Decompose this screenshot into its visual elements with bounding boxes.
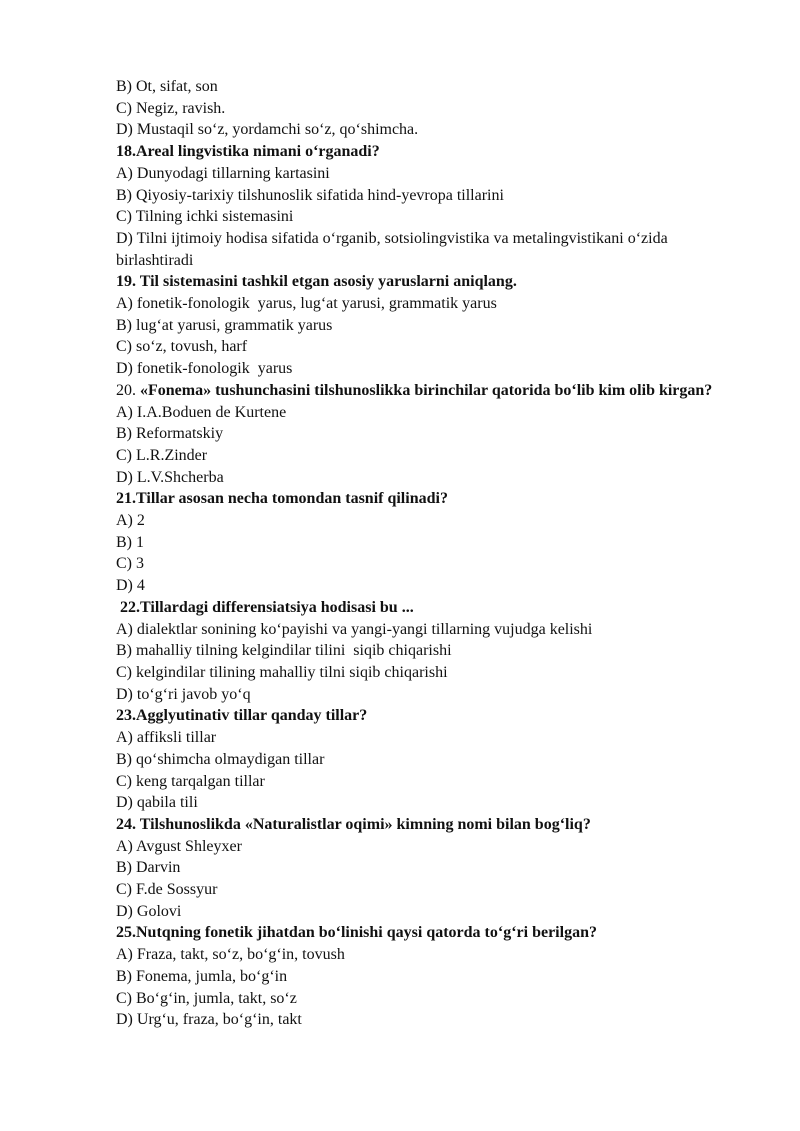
question-block-25 <box>116 922 726 1031</box>
answer-option: A) Avgust Shleyxer <box>116 837 242 855</box>
answer-option: D) fonetik-fonologik yarus <box>116 360 293 378</box>
answer-option: B) Ot, sifat, son <box>116 78 218 95</box>
answer-option: C) so‘z, tovush, harf <box>116 338 248 356</box>
question-block-prev <box>116 76 726 141</box>
question-block-21 <box>116 488 726 597</box>
answer-option: C) Negiz, ravish. <box>116 99 226 117</box>
question-title: 25.Nutqning fonetik jihatdan bo‘linishi qaysi qatorda to‘g‘ri berilgan? <box>116 924 597 942</box>
answer-option: C) Bo‘g‘in, jumla, takt, so‘z <box>116 989 297 1007</box>
question-block-22 <box>116 597 726 706</box>
answer-option: D) Urg‘u, fraza, bo‘g‘in, takt <box>116 1011 302 1029</box>
answer-option: B) Darvin <box>116 859 181 877</box>
question-block-18 <box>116 141 726 271</box>
answer-option: A) Dunyodagi tillarning kartasini <box>116 164 330 182</box>
question-block-24 <box>116 814 726 923</box>
answer-option: D) Mustaqil so‘z, yordamchi so‘z, qo‘shimcha. <box>116 121 419 139</box>
answer-option: B) Fonema, jumla, bo‘g‘in <box>116 967 288 985</box>
answer-option: D) 4 <box>116 577 145 595</box>
question-number: 20. <box>116 381 136 399</box>
answer-option: A) Fraza, takt, so‘z, bo‘g‘in, tovush <box>116 946 345 964</box>
question-block-20 <box>116 380 726 489</box>
answer-option: B) Reformatskiy <box>116 425 224 443</box>
question-title: 21.Tillar asosan necha tomondan tasnif qilinadi? <box>116 490 448 508</box>
answer-option: B) 1 <box>116 533 144 551</box>
answer-option: C) keng tarqalgan tillar <box>116 772 265 790</box>
answer-option: A) I.A.Boduen de Kurtene <box>116 403 287 421</box>
answer-option: C) L.R.Zinder <box>116 446 208 464</box>
answer-option: C) kelgindilar tilining mahalliy tilni siqib chiqarishi <box>116 663 448 681</box>
answer-option: C) F.de Sossyur <box>116 881 218 899</box>
answer-option: A) dialektlar sonining ko‘payishi va yangi-yangi tillarning vujudga kelishi <box>116 620 593 638</box>
question-block-19 <box>116 271 726 380</box>
answer-option: B) qo‘shimcha olmaydigan tillar <box>116 750 325 768</box>
answer-option: A) fonetik-fonologik yarus, lug‘at yarusi, grammatik yarus <box>116 295 497 313</box>
question-title: 19. Til sistemasini tashkil etgan asosiy yaruslarni aniqlang. <box>116 273 517 291</box>
answer-option: B) mahalliy tilning kelgindilar tilini siqib chiqarishi <box>116 642 452 660</box>
answer-option: C) 3 <box>116 555 144 573</box>
question-title: 23.Agglyutinativ tillar qanday tillar? <box>116 707 368 725</box>
question-title: 18.Areal lingvistika nimani o‘rganadi? <box>116 143 380 161</box>
answer-option: D) Tilni ijtimoiy hodisa sifatida o‘rganib, sotsiolingvistika va metalingvistikani o‘zida birlashtiradi <box>116 229 668 269</box>
answer-option: A) 2 <box>116 512 145 530</box>
answer-option: D) L.V.Shcherba <box>116 468 224 486</box>
answer-option: C) Tilning ichki sistemasini <box>116 208 294 226</box>
answer-option: B) Qiyosiy-tarixiy tilshunoslik sifatida hind-yevropa tillarini <box>116 186 504 204</box>
question-text: «Fonema» tushunchasini tilshunoslikka birinchilar qatorida bo‘lib kim olib kirgan? <box>140 381 713 399</box>
document-page <box>116 76 726 1031</box>
answer-option: D) qabila tili <box>116 794 198 812</box>
question-title: 22.Tillardagi differensiatsiya hodisasi bu ... <box>116 598 414 616</box>
question-title: 24. Tilshunoslikda «Naturalistlar oqimi» kimning nomi bilan bog‘liq? <box>116 815 591 833</box>
question-block-23 <box>116 705 726 814</box>
answer-option: D) to‘g‘ri javob yo‘q <box>116 685 251 703</box>
answer-option: A) affiksli tillar <box>116 729 217 747</box>
answer-option: B) lug‘at yarusi, grammatik yarus <box>116 316 333 334</box>
answer-option: D) Golovi <box>116 902 182 920</box>
question-title <box>116 380 726 402</box>
